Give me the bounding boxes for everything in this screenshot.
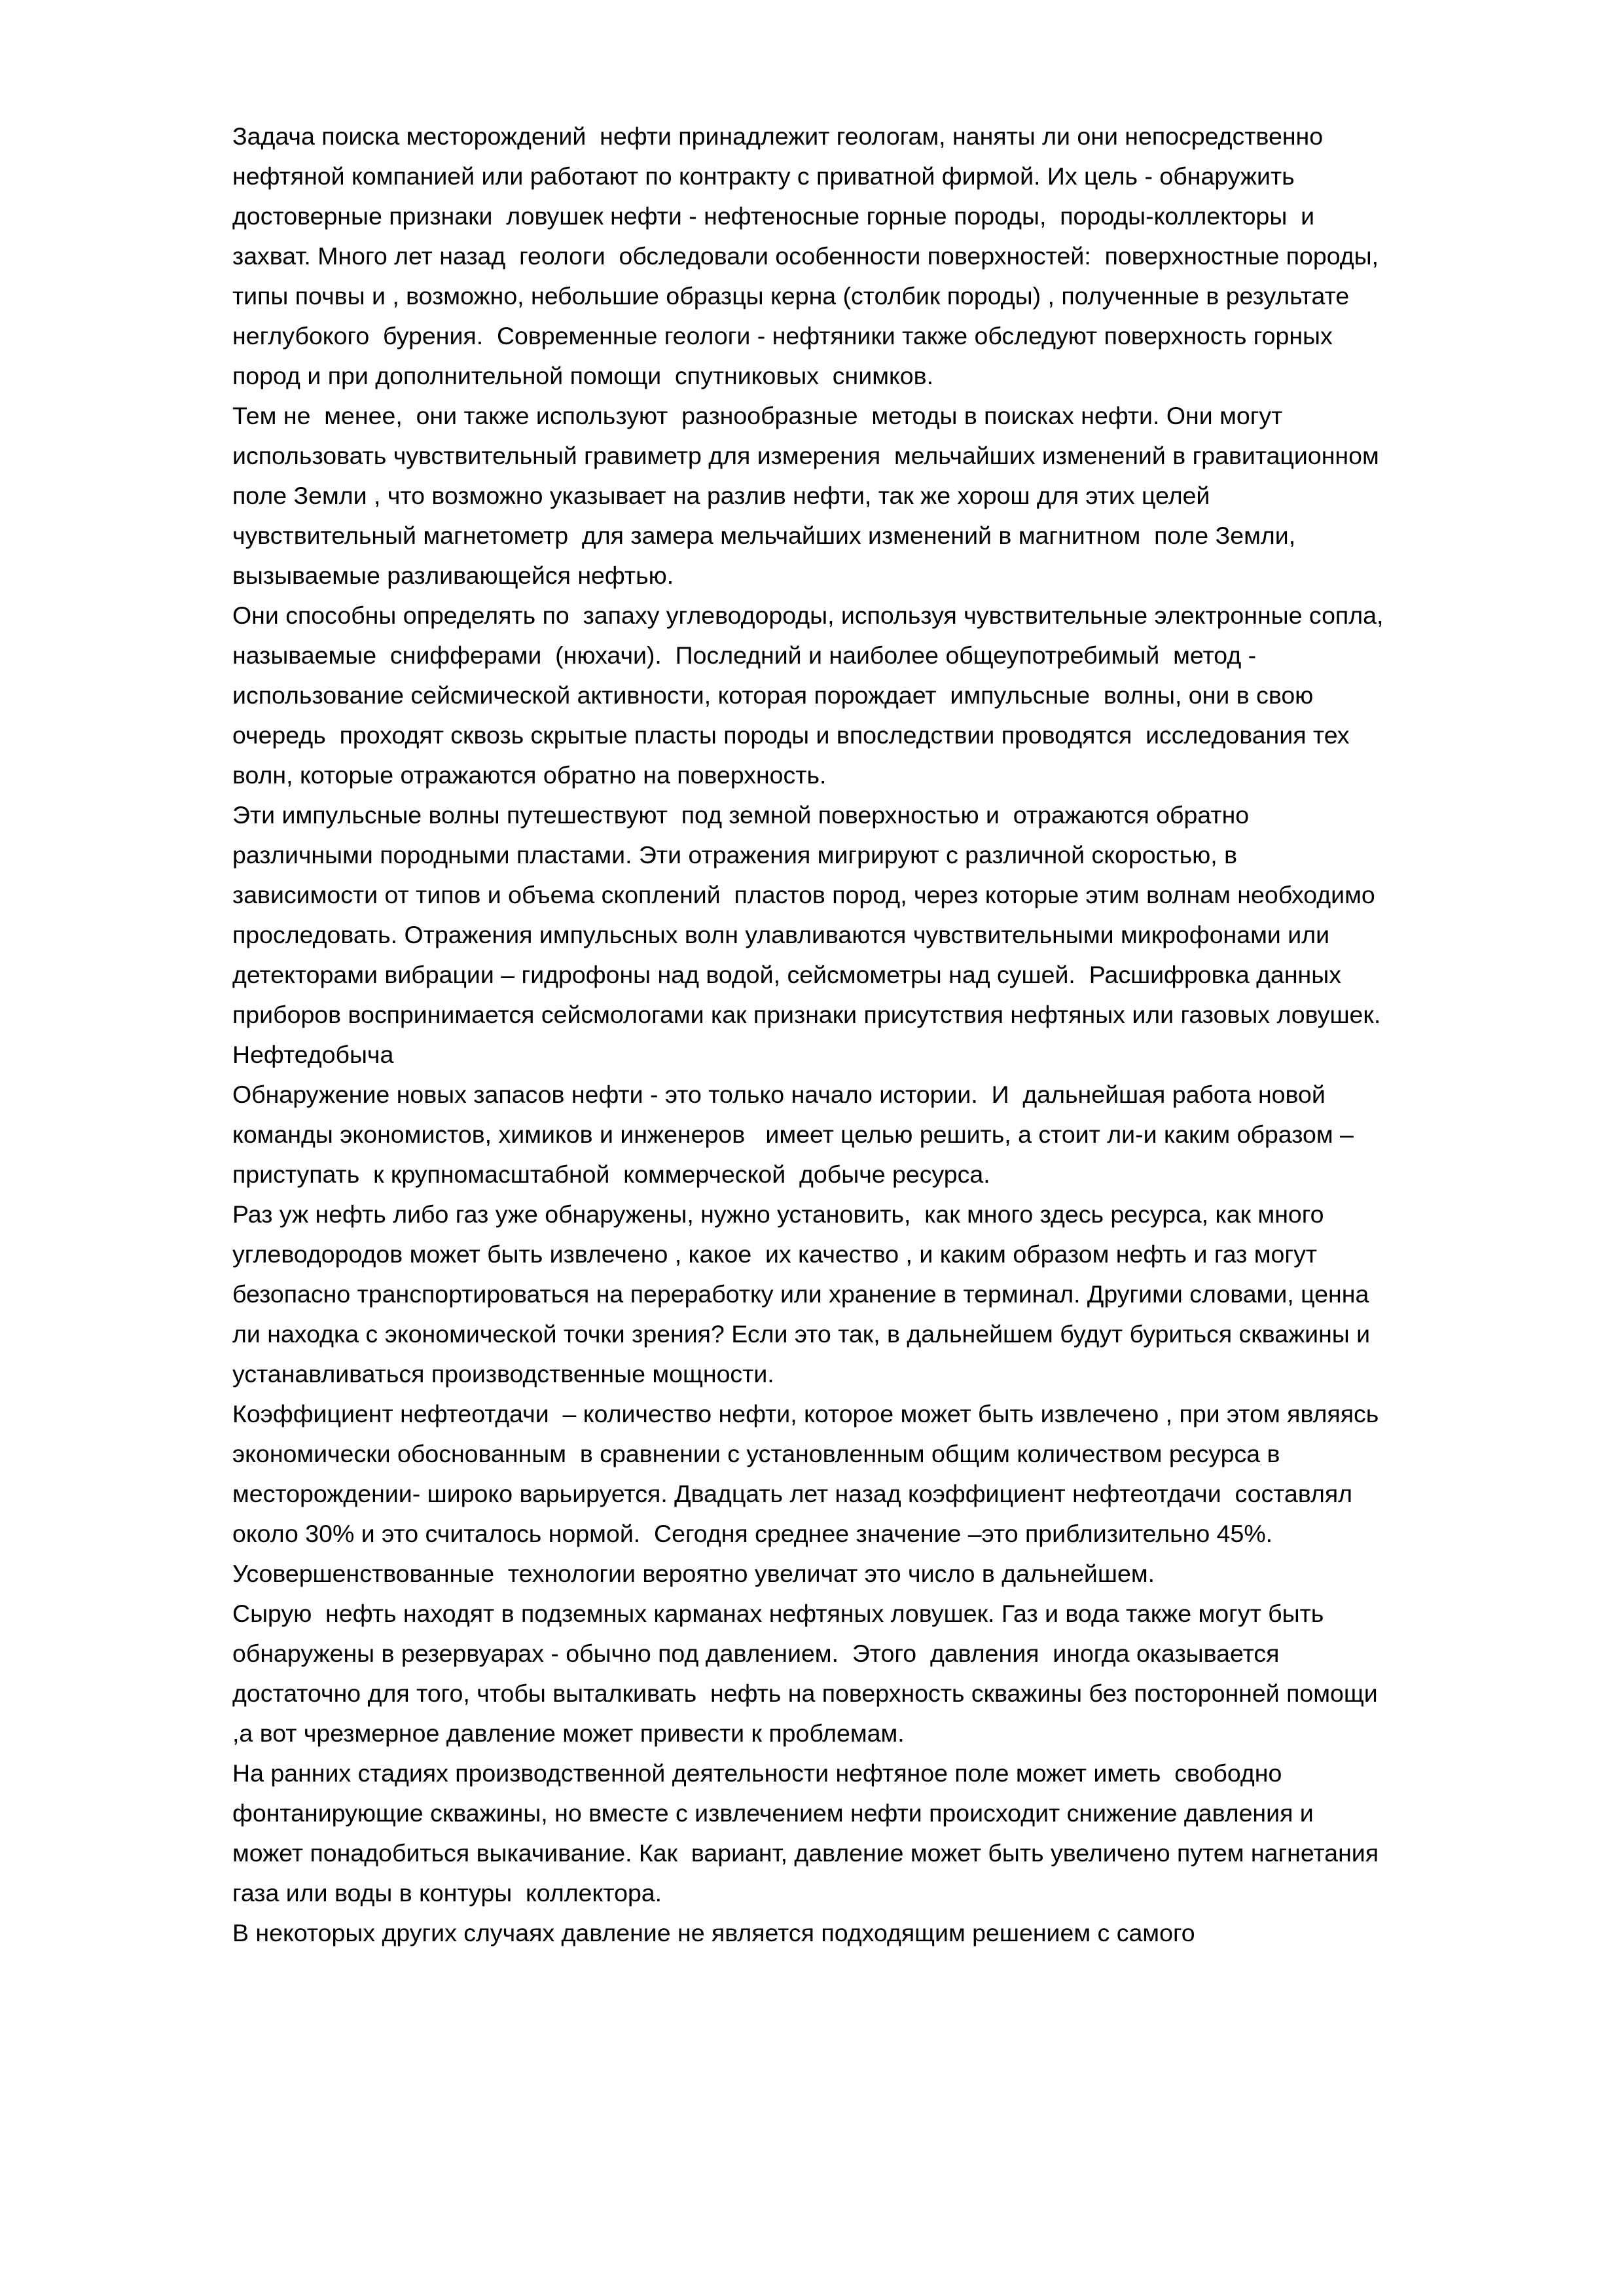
paragraph-crude-oil-pressure: Сырую нефть находят в подземных карманах нефтяных ловушек. Газ и вода также могут быть обнаружены в резервуарах - обычно под давлением. Этого давления иногда оказывается достаточно для того, чтобы выталкивать нефть на поверхность скважины без посторонней помощи ,а вот чрезмерное давление может привести к проблемам. xyxy=(232,1600,1385,1747)
paragraph-geologists-task: Задача поиска месторождений нефти принадлежит геологам, наняты ли они непосредственно нефтяной компанией или работают по контракту с приватной фирмой. Их цель - обнаружить достоверные признаки ловушек нефти - нефтеносные горные породы, породы-коллекторы и захват. Много лет назад геологи обследовали особенности поверхностей: поверхностные породы, типы почвы и , возможно, небольшие образцы керна (столбик породы) , полученные в результате неглубокого бурения. Современные геологи - нефтяники также обследуют поверхность горных пород и при дополнительной помощи спутниковых снимков. xyxy=(232,122,1392,389)
document-text-body xyxy=(232,117,1392,1953)
paragraph-other-cases: В некоторых других случаях давление не является подходящим решением с самого xyxy=(232,1919,1195,1946)
paragraph-pulse-waves-detectors: Эти импульсные волны путешествуют под земной поверхностью и отражаются обратно различными породными пластами. Эти отражения мигрируют с различной скоростью, в зависимости от типов и объема скоплений пластов пород, через которые этим волнам необходимо проследовать. Отражения импульсных волн улавливаются чувствительными микрофонами или детекторами вибрации – гидрофоны над водой, сейсмометры над сушей. Расшифровка данных приборов воспринимается сейсмологами как признаки присутствия нефтяных или газовых ловушек. xyxy=(232,801,1382,1028)
paragraph-sniffers-seismic: Они способны определять по запаху углеводороды, используя чувствительные электронные сопла, называемые снифферами (нюхачи). Последний и наиболее общеупотребимый метод - использование сейсмической активности, которая порождает импульсные волны, они в свою очередь проходят сквозь скрытые пласты породы и впоследствии проводятся исследования тех волн, которые отражаются обратно на поверхность. xyxy=(232,601,1390,789)
paragraph-methods-gravimeter-magnetometer: Тем не менее, они также используют разнообразные методы в поисках нефти. Они могут использовать чувствительный гравиметр для измерения мельчайших изменений в гравитационном поле Земли , что возможно указывает на разлив нефти, так же хорош для этих целей чувствительный магнетометр для замера мельчайших изменений в магнитном поле Земли, вызываемые разливающейся нефтью. xyxy=(232,402,1386,589)
paragraph-heading-oil-production: Нефтедобыча xyxy=(232,1041,394,1068)
paragraph-recovery-factor: Коэффициент нефтеотдачи – количество нефти, которое может быть извлечено , при этом являясь экономически обоснованным в сравнении с установленным общим количеством ресурса в месторождении- широко варьируется. Двадцать лет назад коэффициент нефтеотдачи составлял около 30% и это считалось нормой. Сегодня среднее значение –это приблизительно 45%. Усовершенствованные технологии вероятно увеличат это число в дальнейшем. xyxy=(232,1400,1386,1587)
paragraph-new-reserves-start: Обнаружение новых запасов нефти - это только начало истории. И дальнейшая работа новой команды экономистов, химиков и инженеров имеет целью решить, а стоит ли-и каким образом –приступать к крупномасштабной коммерческой добыче ресурса. xyxy=(232,1081,1354,1188)
paragraph-how-much-resource: Раз уж нефть либо газ уже обнаружены, нужно установить, как много здесь ресурса, как много углеводородов может быть извлечено , какое их качество , и каким образом нефть и газ могут безопасно транспортироваться на переработку или хранение в терминал. Другими словами, ценна ли находка с экономической точки зрения? Если это так, в дальнейшем будут буриться скважины и устанавливаться производственные мощности. xyxy=(232,1200,1377,1388)
paragraph-early-stages-pumping: На ранних стадиях производственной деятельности нефтяное поле может иметь свободно фонтанирующие скважины, но вместе с извлечением нефти происходит снижение давления и может понадобиться выкачивание. Как вариант, давление может быть увеличено путем нагнетания газа или воды в контуры коллектора. xyxy=(232,1759,1392,1907)
